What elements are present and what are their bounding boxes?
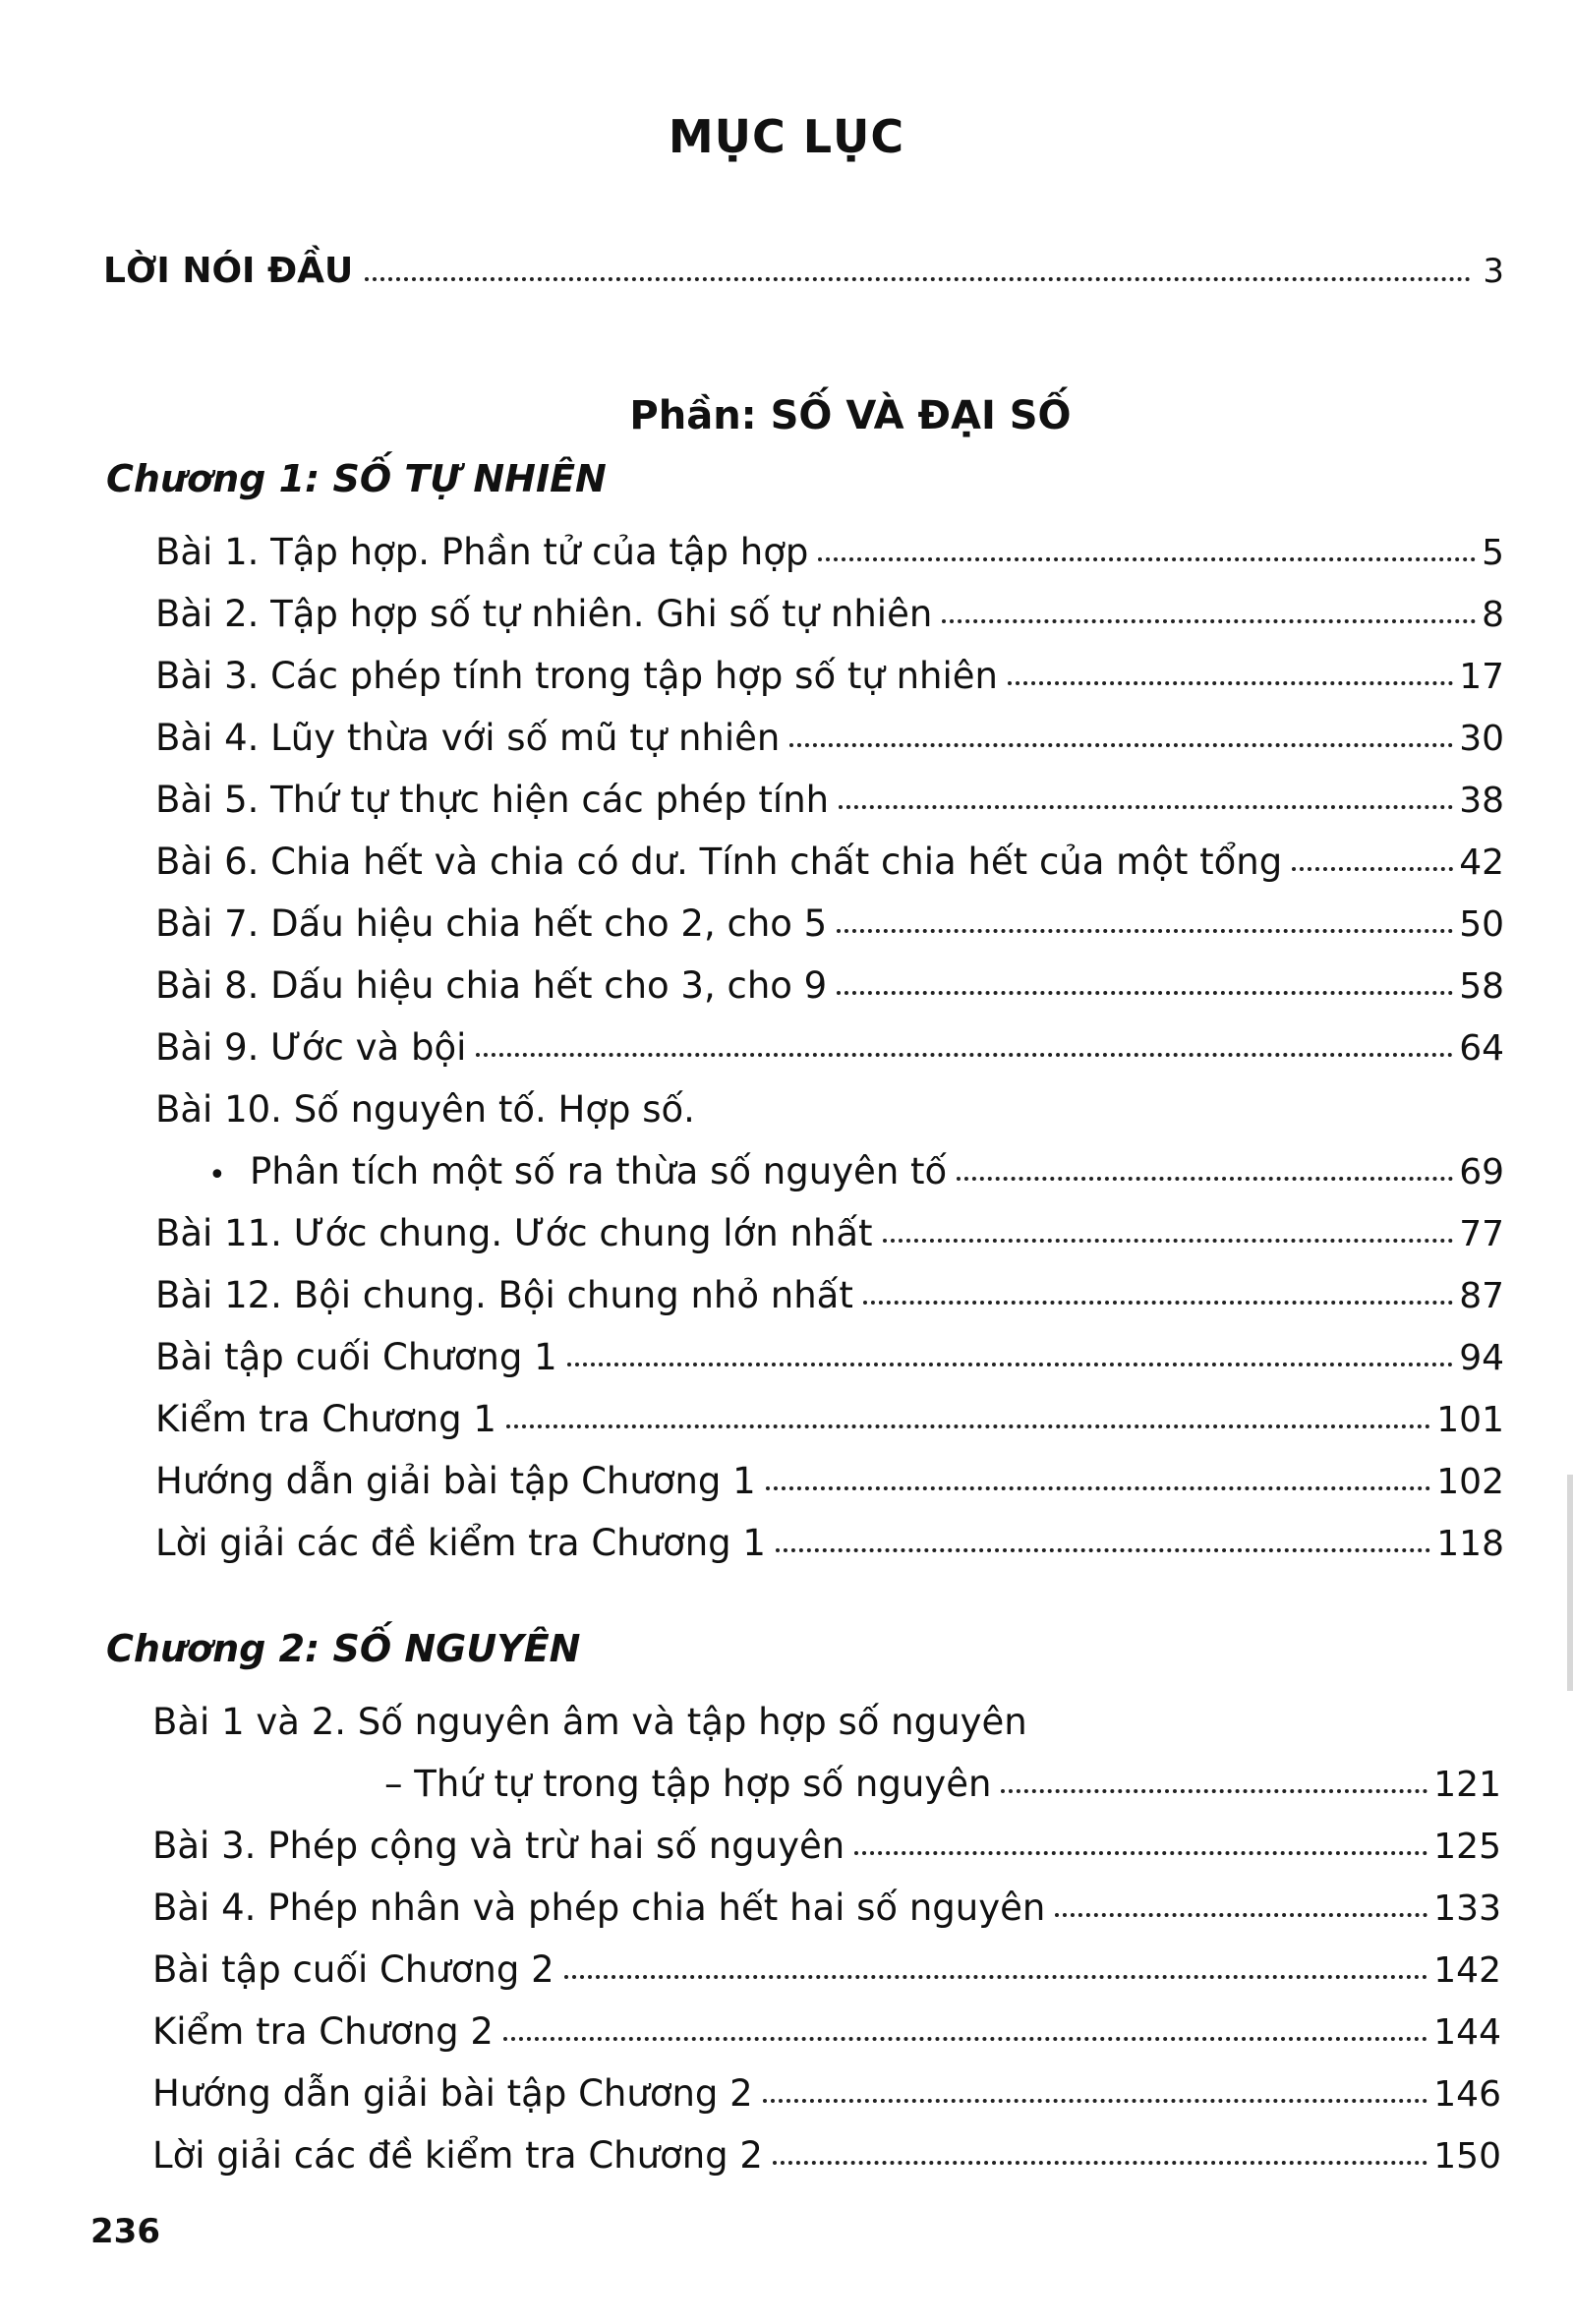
dot-leader [839,805,1453,809]
dot-leader [564,1975,1428,1979]
toc-entry-page: 118 [1436,1524,1504,1564]
scan-edge-shadow [1567,1475,1573,1691]
dot-leader [776,1548,1430,1552]
toc-entry [152,1867,1501,1929]
dot-leader [942,619,1476,623]
toc-entry-label: Bài 6. Chia hết và chia có dư. Tính chất chia hết của một tổng [155,841,1283,883]
toc-entry-page: 133 [1433,1888,1501,1929]
dot-leader [476,1053,1453,1057]
toc-entry-label: Bài 8. Dấu hiệu chia hết cho 3, cho 9 [155,964,828,1007]
toc-entry-label: Kiểm tra Chương 2 [152,2010,494,2053]
toc-entry [152,1805,1501,1867]
toc-entry-page: 144 [1433,2012,1501,2053]
page-number: 236 [90,2212,160,2251]
toc-entry-label: Bài 2. Tập hợp số tự nhiên. Ghi số tự nhiên [155,593,933,635]
toc-entry-label: Kiểm tra Chương 1 [155,1398,496,1440]
toc-entry [155,1192,1504,1254]
toc-entry-page: 101 [1436,1400,1504,1440]
toc-entry-page: 30 [1459,719,1504,759]
toc-entry [155,1254,1504,1316]
toc-entry-page: 38 [1459,781,1504,821]
toc-entry-page: 42 [1459,842,1504,883]
toc-entry-label: Bài tập cuối Chương 1 [155,1336,557,1378]
toc-entry-page: 87 [1459,1276,1504,1316]
toc-entry-page: 77 [1459,1214,1504,1254]
toc-entry [155,1131,1504,1192]
dot-leader [837,929,1453,933]
dot-leader [818,557,1476,561]
toc-entry-label: Bài 3. Các phép tính trong tập hợp số tự nhiên [155,655,998,697]
toc-entry [155,1069,1504,1131]
dot-leader [1008,681,1453,685]
toc-entry [155,1440,1504,1502]
toc-entry-label: Hướng dẫn giải bài tập Chương 1 [155,1460,756,1502]
dot-leader [863,1301,1453,1305]
toc-entry-label: Bài 4. Lũy thừa với số mũ tự nhiên [155,717,781,759]
toc-entry-page: 94 [1459,1338,1504,1378]
chapter-1-list [155,511,1504,1564]
toc-entry [155,697,1504,759]
toc-entry [152,2053,1501,2115]
toc-entry [152,1929,1501,1991]
dot-leader [773,2161,1427,2165]
page-title: MỤC LỤC [668,110,905,163]
toc-entry-page: 150 [1433,2136,1501,2177]
dot-leader [957,1177,1453,1181]
dot-leader [1055,1913,1427,1917]
toc-entry-label: Bài 11. Ước chung. Ước chung lớn nhất [155,1212,873,1254]
toc-entry-page: 50 [1459,904,1504,945]
dot-leader [365,277,1471,281]
toc-entry-label: LỜI NÓI ĐẦU [103,251,354,291]
toc-entry [152,1681,1501,1743]
toc-entry-label: Bài 4. Phép nhân và phép chia hết hai số nguyên [152,1887,1046,1929]
toc-entry-label: Bài 10. Số nguyên tố. Hợp số. [155,1088,695,1131]
dot-leader [503,2037,1427,2041]
toc-entry-label: Bài 9. Ước và bội [155,1026,467,1069]
toc-entry [152,1743,1501,1805]
toc-entry [155,635,1504,697]
dot-leader [1292,867,1453,871]
toc-entry-page: 69 [1459,1152,1504,1192]
toc-entry-page: 142 [1433,1950,1501,1991]
toc-entry [152,2115,1501,2177]
chapter-2-heading: Chương 2: SỐ NGUYÊN [106,1627,581,1670]
toc-entry-page: 8 [1482,595,1504,635]
toc-entry-label: – Thứ tự trong tập hợp số nguyên [384,1763,992,1805]
toc-entry-page: 5 [1482,533,1504,573]
toc-entry [155,573,1504,635]
toc-entry-page: 64 [1459,1028,1504,1069]
toc-entry [155,1378,1504,1440]
toc-entry-page: 146 [1433,2074,1501,2115]
toc-entry-foreword [103,251,1504,291]
toc-entry-label: Phân tích một số ra thừa số nguyên tố [250,1150,948,1192]
toc-entry [155,1316,1504,1378]
toc-entry [155,511,1504,573]
toc-entry-label: Bài 12. Bội chung. Bội chung nhỏ nhất [155,1274,853,1316]
toc-entry [155,821,1504,883]
toc-entry-label: Bài 1 và 2. Số nguyên âm và tập hợp số nguyên [152,1701,1027,1743]
toc-entry-label: Lời giải các đề kiểm tra Chương 2 [152,2134,763,2177]
dot-leader [506,1424,1430,1428]
toc-entry-page: 3 [1483,252,1504,291]
chapter-1-heading: Chương 1: SỐ TỰ NHIÊN [106,457,607,500]
toc-entry [152,1991,1501,2053]
toc-entry [155,1502,1504,1564]
toc-entry-label: Hướng dẫn giải bài tập Chương 2 [152,2072,753,2115]
toc-entry [155,759,1504,821]
toc-entry-label: Bài 5. Thứ tự thực hiện các phép tính [155,779,830,821]
dot-leader [854,1851,1427,1855]
toc-entry-page: 121 [1433,1765,1501,1805]
dot-leader [789,743,1453,747]
chapter-2-list [152,1681,1501,2177]
toc-entry-page: 102 [1436,1462,1504,1502]
dot-leader [766,1486,1431,1490]
toc-entry [155,945,1504,1007]
dot-leader [883,1239,1454,1243]
toc-entry-label: Bài 7. Dấu hiệu chia hết cho 2, cho 5 [155,902,828,945]
dot-leader [1001,1789,1427,1793]
toc-entry-page: 17 [1459,657,1504,697]
toc-entry [155,1007,1504,1069]
dot-leader [567,1363,1454,1366]
toc-entry-label: Bài 1. Tập hợp. Phần tử của tập hợp [155,531,809,573]
toc-entry-label: Bài 3. Phép cộng và trừ hai số nguyên [152,1825,845,1867]
dot-leader [763,2099,1428,2103]
dot-leader [837,991,1453,995]
part-heading: Phần: SỐ VÀ ĐẠI SỐ [629,393,1072,438]
bullet-mark: • [208,1158,226,1192]
toc-entry-label: Lời giải các đề kiểm tra Chương 1 [155,1522,766,1564]
toc-entry [155,883,1504,945]
toc-entry-page: 58 [1459,966,1504,1007]
toc-entry-page: 125 [1433,1827,1501,1867]
toc-entry-label: Bài tập cuối Chương 2 [152,1948,554,1991]
